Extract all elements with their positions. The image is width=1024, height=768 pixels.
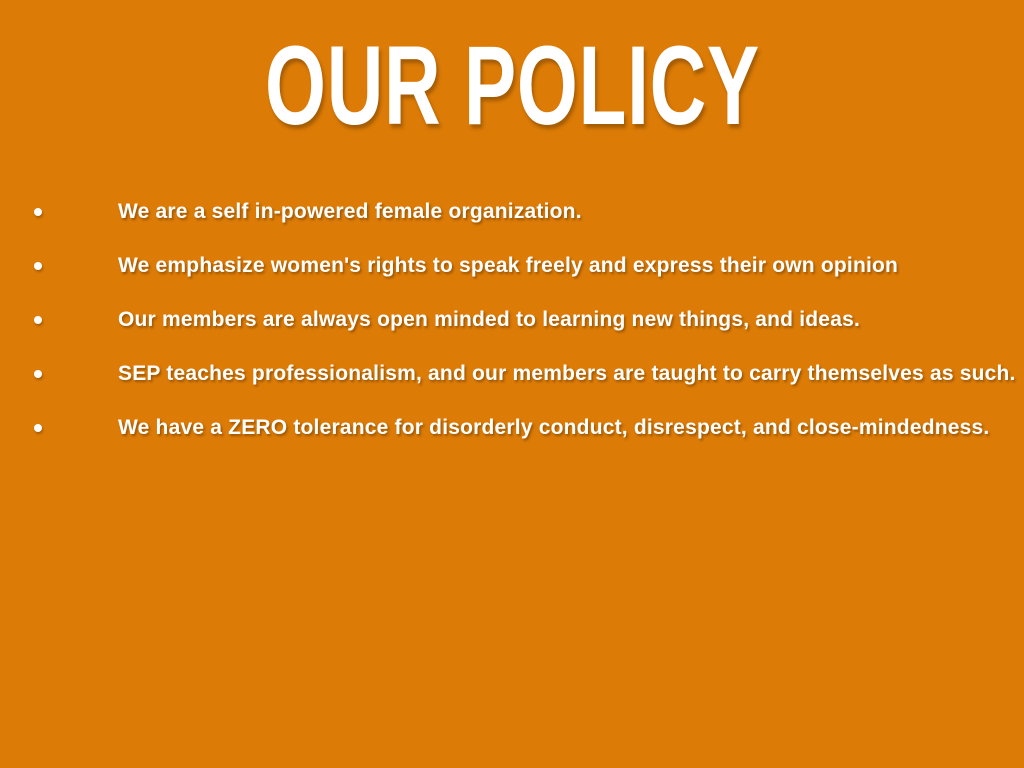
bullet-text: We are a self in-powered female organization. xyxy=(118,200,582,224)
list-item xyxy=(0,185,1024,239)
list-item xyxy=(0,401,1024,455)
bullet-text: SEP teaches professionalism, and our members are taught to carry themselves as such. xyxy=(118,362,1016,386)
slide-title: OUR POLICY xyxy=(264,23,760,148)
bullet-icon xyxy=(34,316,42,324)
policy-list xyxy=(0,185,1024,455)
bullet-icon xyxy=(34,262,42,270)
bullet-icon xyxy=(34,208,42,216)
bullet-text: Our members are always open minded to learning new things, and ideas. xyxy=(118,308,860,332)
title-wrap xyxy=(0,23,1024,148)
bullet-text: We have a ZERO tolerance for disorderly conduct, disrespect, and close-mindedness. xyxy=(118,416,990,440)
list-item xyxy=(0,239,1024,293)
bullet-icon xyxy=(34,370,42,378)
list-item xyxy=(0,293,1024,347)
bullet-text: We emphasize women's rights to speak freely and express their own opinion xyxy=(118,254,899,278)
list-item xyxy=(0,347,1024,401)
bullet-icon xyxy=(34,424,42,432)
